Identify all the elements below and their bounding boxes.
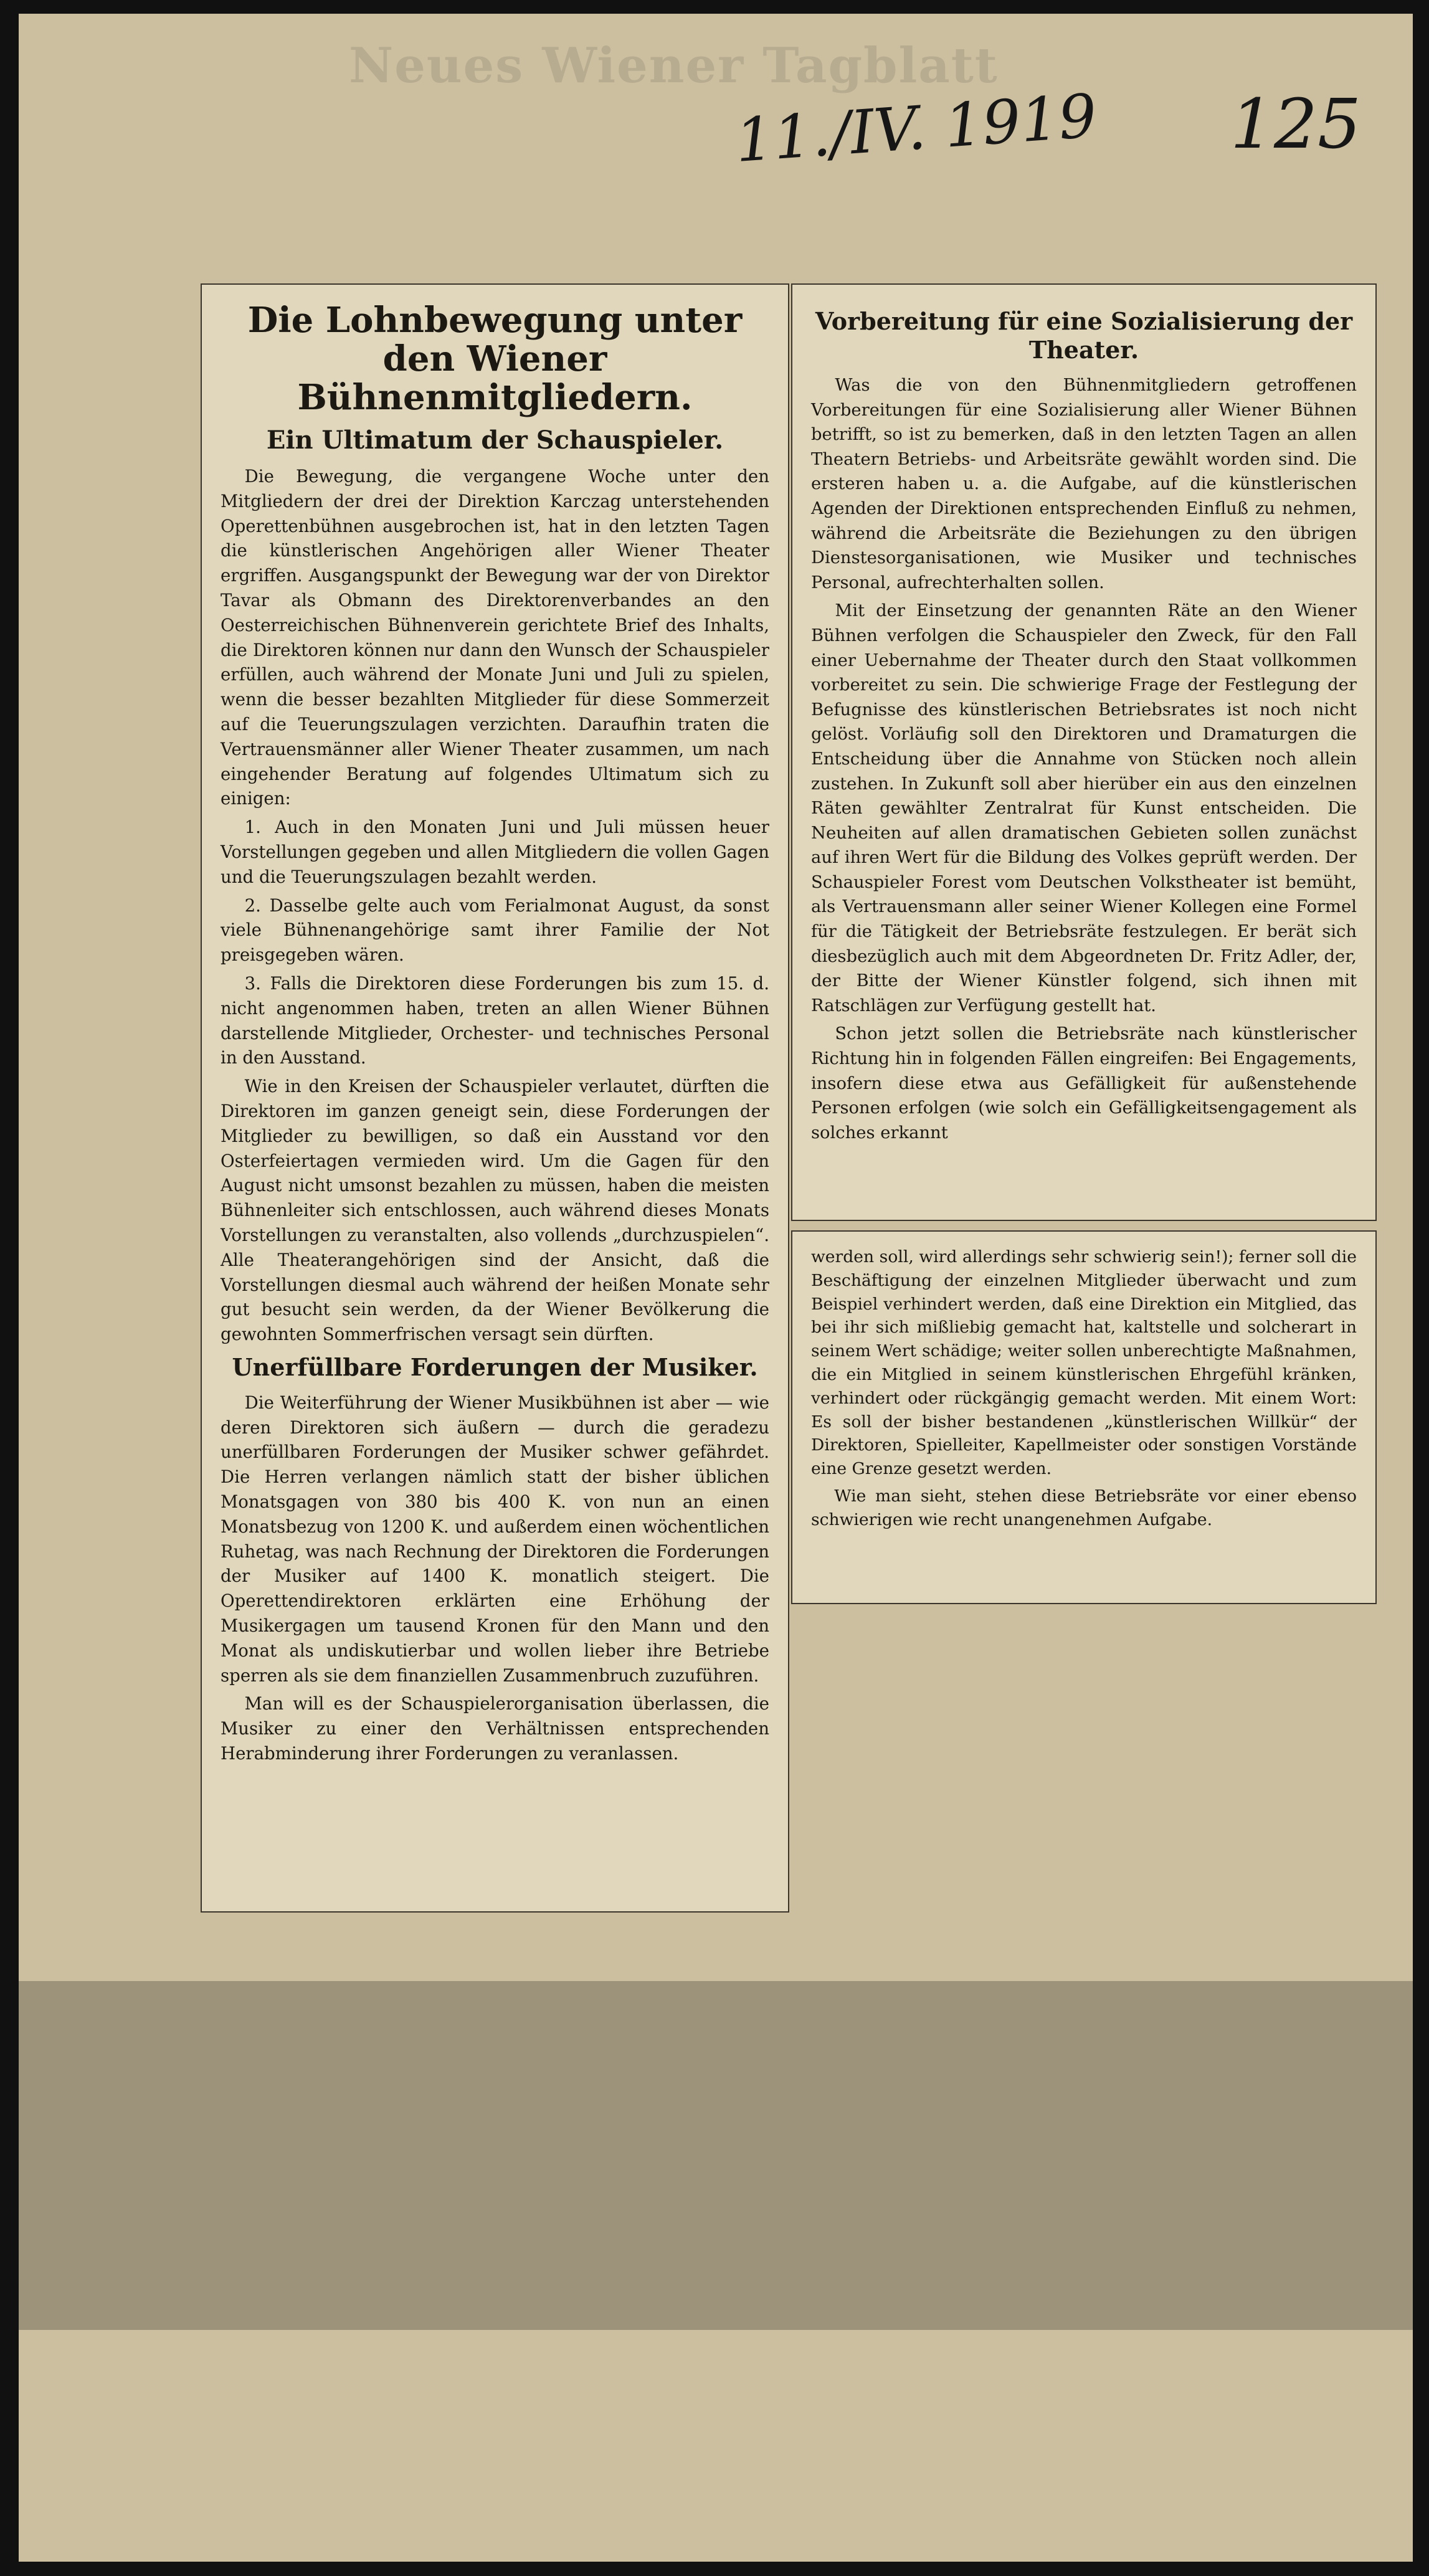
paragraph: Mit der Einsetzung der genannten Räte an den Wiener Bühnen verfolgen die Schauspieler den Zweck, für den Fall einer Uebernahme der Theater durch den Staat vollkommen vorbereitet zu sein. Die schwierige Frage der Festlegung der Befugnisse des künstlerischen Betriebsrates ist noch nicht gelöst. Vorläufig soll den Direktoren und Dramaturgen die Entscheidung über die Annahme von Stücken noch allein zustehen. In Zukunft soll aber hierüber ein aus den einzelnen Räten gewählter Zentralrat für Kunst entscheiden. Die Neuheiten auf allen dramatischen Gebieten sollen zunächst auf ihren Wert für die Bildung des Volkes geprüft werden. Der Schauspieler Forest vom Deutschen Volkstheater ist bemüht, als Vertrauensmann aller seiner Wiener Kollegen eine Formel für die Tätigkeit der Betriebsräte festzulegen. Er berät sich diesbezüglich auch mit dem Abgeordneten Dr. Fritz Adler, der, der Bitte der Wiener Künstler folgend, sich ihnen mit Ratschlägen zur Verfügung gestellt hat. xyxy=(811,601,1357,1015)
paragraph: Wie in den Kreisen der Schauspieler verlautet, dürften die Direktoren im ganzen geneigt sein, diese Forderungen der Mitglieder zu bewilligen, so daß ein Ausstand vor den Osterfeiertagen vermieden wird. Um die Gagen für den August nicht umsonst bezahlen zu müssen, haben die meisten Bühnenleiter sich entschlossen, auch während dieses Monats Vorstellungen zu veranstalten, also vollends „durchzuspielen“. Alle Theaterangehörigen sind der Ansicht, daß die Vorstellungen diesmal auch während der heißen Monate sehr gut besucht sein werden, da der Wiener Bevölkerung die gewohnten Sommerfrischen versagt sein dürften. xyxy=(221,1076,769,1345)
paragraph: Die Bewegung, die vergangene Woche unter den Mitgliedern der drei der Direktion Karczag unterstehenden Operettenbühnen ausgebrochen ist, hat in den letzten Tagen die künstlerischen Angehörigen aller Wiener Theater ergriffen. Ausgangspunkt der Bewegung war der von Direktor Tavar als Obmann des Direktorenverbandes an den Oesterreichischen Bühnenverein gerichtete Brief des Inhalts, die Direktoren können nur dann den Wunsch der Schauspieler erfüllen, auch während der Monate Juni und Juli zu spielen, wenn die besser bezahlten Mitglieder für diese Sommerzeit auf die Teuerungszulagen verzichten. Daraufhin traten die Vertrauensmänner aller Wiener Theater zusammen, um nach eingehender Beratung auf folgendes Ultimatum sich zu einigen: xyxy=(221,466,769,809)
paragraph: Wie man sieht, stehen diese Betriebsräte vor einer ebenso schwierigen wie recht unangenehmen Aufgabe. xyxy=(811,1486,1357,1529)
handwritten-number: 125 xyxy=(1230,84,1361,164)
paragraph: Man will es der Schauspielerorganisation überlassen, die Musiker zu einer den Verhältnissen entsprechenden Herabminderung ihrer Forderungen zu veranlassen. xyxy=(221,1693,769,1764)
scan-shadow-band xyxy=(19,1981,1413,2330)
newspaper-stamp: Neues Wiener Tagblatt xyxy=(349,37,999,94)
section-heading: Unerfüllbare Forderungen der Musiker. xyxy=(232,1352,758,1381)
paragraph: 3. Falls die Direktoren diese Forderungen bis zum 15. d. nicht angenommen haben, treten an allen Wiener Bühnen darstellende Mitglieder, Orchester- und technisches Personal in den Ausstand. xyxy=(221,972,769,1068)
article-title: Vorbereitung für eine Sozialisierung der Theater. xyxy=(815,307,1353,364)
clipping-right-column xyxy=(791,283,1377,1221)
article-title: Die Lohnbewegung unter den Wiener Bühnenmitgliedern. xyxy=(247,300,743,418)
article-subtitle: Ein Ultimatum der Schauspieler. xyxy=(266,425,724,455)
clipping-right-continuation xyxy=(791,1230,1377,1604)
paragraph: Schon jetzt sollen die Betriebsräte nach künstlerischer Richtung hin in folgenden Fällen eingreifen: Bei Engagements, insofern diese etwa aus Gefälligkeit für außenstehende Personen erfolgen (wie solch ein Gefälligkeitsengagement als solches erkannt xyxy=(811,1024,1357,1143)
clipping-left-column xyxy=(201,283,789,1913)
paragraph: Was die von den Bühnenmitgliedern getroffenen Vorbereitungen für eine Sozialisierung aller Wiener Bühnen betrifft, so ist zu bemerken, daß in den letzten Tagen an allen Theatern Betriebs- und Arbeitsräte gewählt worden sind. Die ersteren haben u. a. die Aufgabe, auf die künstlerischen Agenden der Direktionen entsprechenden Einfluß zu nehmen, während die Arbeitsräte die Beziehungen zu den übrigen Dienstesorganisationen, wie Musiker und technisches Personal, aufrechterhalten sollen. xyxy=(811,376,1357,592)
paragraph: 1. Auch in den Monaten Juni und Juli müssen heuer Vorstellungen gegeben und allen Mitgliedern die vollen Gagen und die Teuerungszulagen bezahlt werden. xyxy=(221,817,769,887)
paragraph: werden soll, wird allerdings sehr schwierig sein!); ferner soll die Beschäftigung der einzelnen Mitglieder überwacht und zum Beispiel verhindert werden, daß eine Direktion ein Mitglied, das bei ihr sich mißliebig gemacht hat, kaltstelle und solcherart in seinem Wert schädige; weiter sollen unberechtigte Maßnahmen, die ein Mitglied in seinem künstlerischen Ehrgefühl kränken, verhindert oder rückgängig gemacht werden. Mit einem Wort: Es soll der bisher bestandenen „künstlerischen Willkür“ der Direktoren, Spielleiter, Kapellmeister oder sonstigen Vorstände eine Grenze gesetzt werden. xyxy=(811,1247,1357,1479)
paragraph: Die Weiterführung der Wiener Musikbühnen ist aber — wie deren Direktoren sich äußern — durch die geradezu unerfüllbaren Forderungen der Musiker schwer gefährdet. Die Herren verlangen nämlich statt der bisher üblichen Monatsgagen von 380 bis 400 K. von nun an einen Monatsbezug von 1200 K. und außerdem einen wöchentlichen Ruhetag, was nach Rechnung der Direktoren die Forderungen der Musiker auf 1400 K. monatlich steigert. Die Operettendirektoren erklärten eine Erhöhung der Musikergagen um tausend Kronen für den Mann und den Monat als undiskutierbar und wollen lieber ihre Betriebe sperren als sie dem finanziellen Zusammenbruch zuzuführen. xyxy=(221,1392,769,1686)
paragraph: 2. Dasselbe gelte auch vom Ferialmonat August, da sonst viele Bühnenangehörige samt ihrer Familie der Not preisgegeben wären. xyxy=(221,895,769,966)
handwritten-date: 11./IV. 1919 xyxy=(733,80,1099,176)
